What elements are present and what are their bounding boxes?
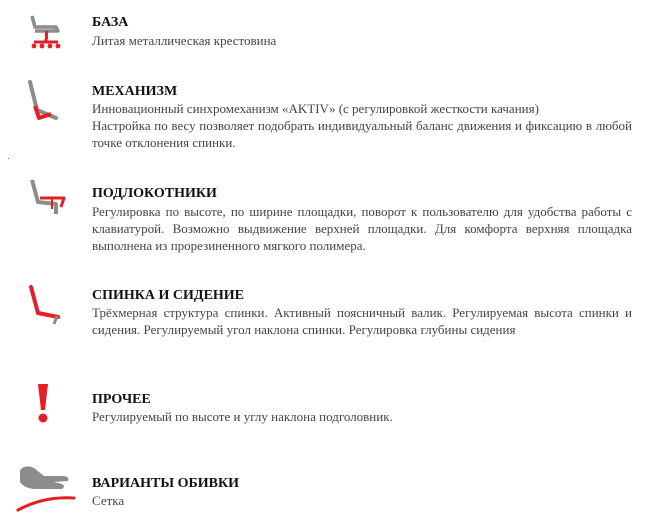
feature-description: Трёхмерная структура спинки. Активный поясничный валик. Регулируемая высота спинки и сидения. Регулируемый угол наклона спинки. Регулировка глубины сидения — [92, 305, 632, 337]
synchro-mechanism-icon — [24, 78, 64, 124]
feature-title: СПИНКА И СИДЕНИЕ — [92, 288, 245, 303]
feature-title: БАЗА — [92, 15, 129, 30]
stray-dot — [8, 158, 9, 159]
feature-description: Сетка — [92, 493, 125, 508]
upholstery-hand-icon — [14, 460, 78, 516]
armrest-icon — [26, 176, 68, 220]
chair-base-icon — [26, 12, 66, 52]
feature-description: Регулировка по высоте, по ширине площадки, поворот к пользователю для удобства работы с клавиатурой. Возможно выдвижение верхней площадки. Для комфорта верхняя площадка выполнена из прорезиненного мягкого полимера. — [92, 204, 632, 253]
feature-title: ПРОЧЕЕ — [92, 392, 151, 407]
backrest-seat-icon — [24, 283, 64, 327]
feature-title: ВАРИАНТЫ ОБИВКИ — [92, 476, 240, 491]
feature-title: ПОДЛОКОТНИКИ — [92, 186, 217, 201]
feature-description: Регулируемый по высоте и углу наклона подголовник. — [92, 409, 393, 424]
feature-title: МЕХАНИЗМ — [92, 84, 178, 99]
feature-description: Литая металлическая крестовина — [92, 33, 277, 48]
feature-description: Инновационный синхромеханизм «AKTIV» (с регулировкой жесткости качания) Настройка по весу позволяет подобрать индивидуальный баланс движения и фиксацию в любой точке отклонения спинки. — [92, 101, 632, 150]
exclamation-icon — [34, 382, 52, 424]
